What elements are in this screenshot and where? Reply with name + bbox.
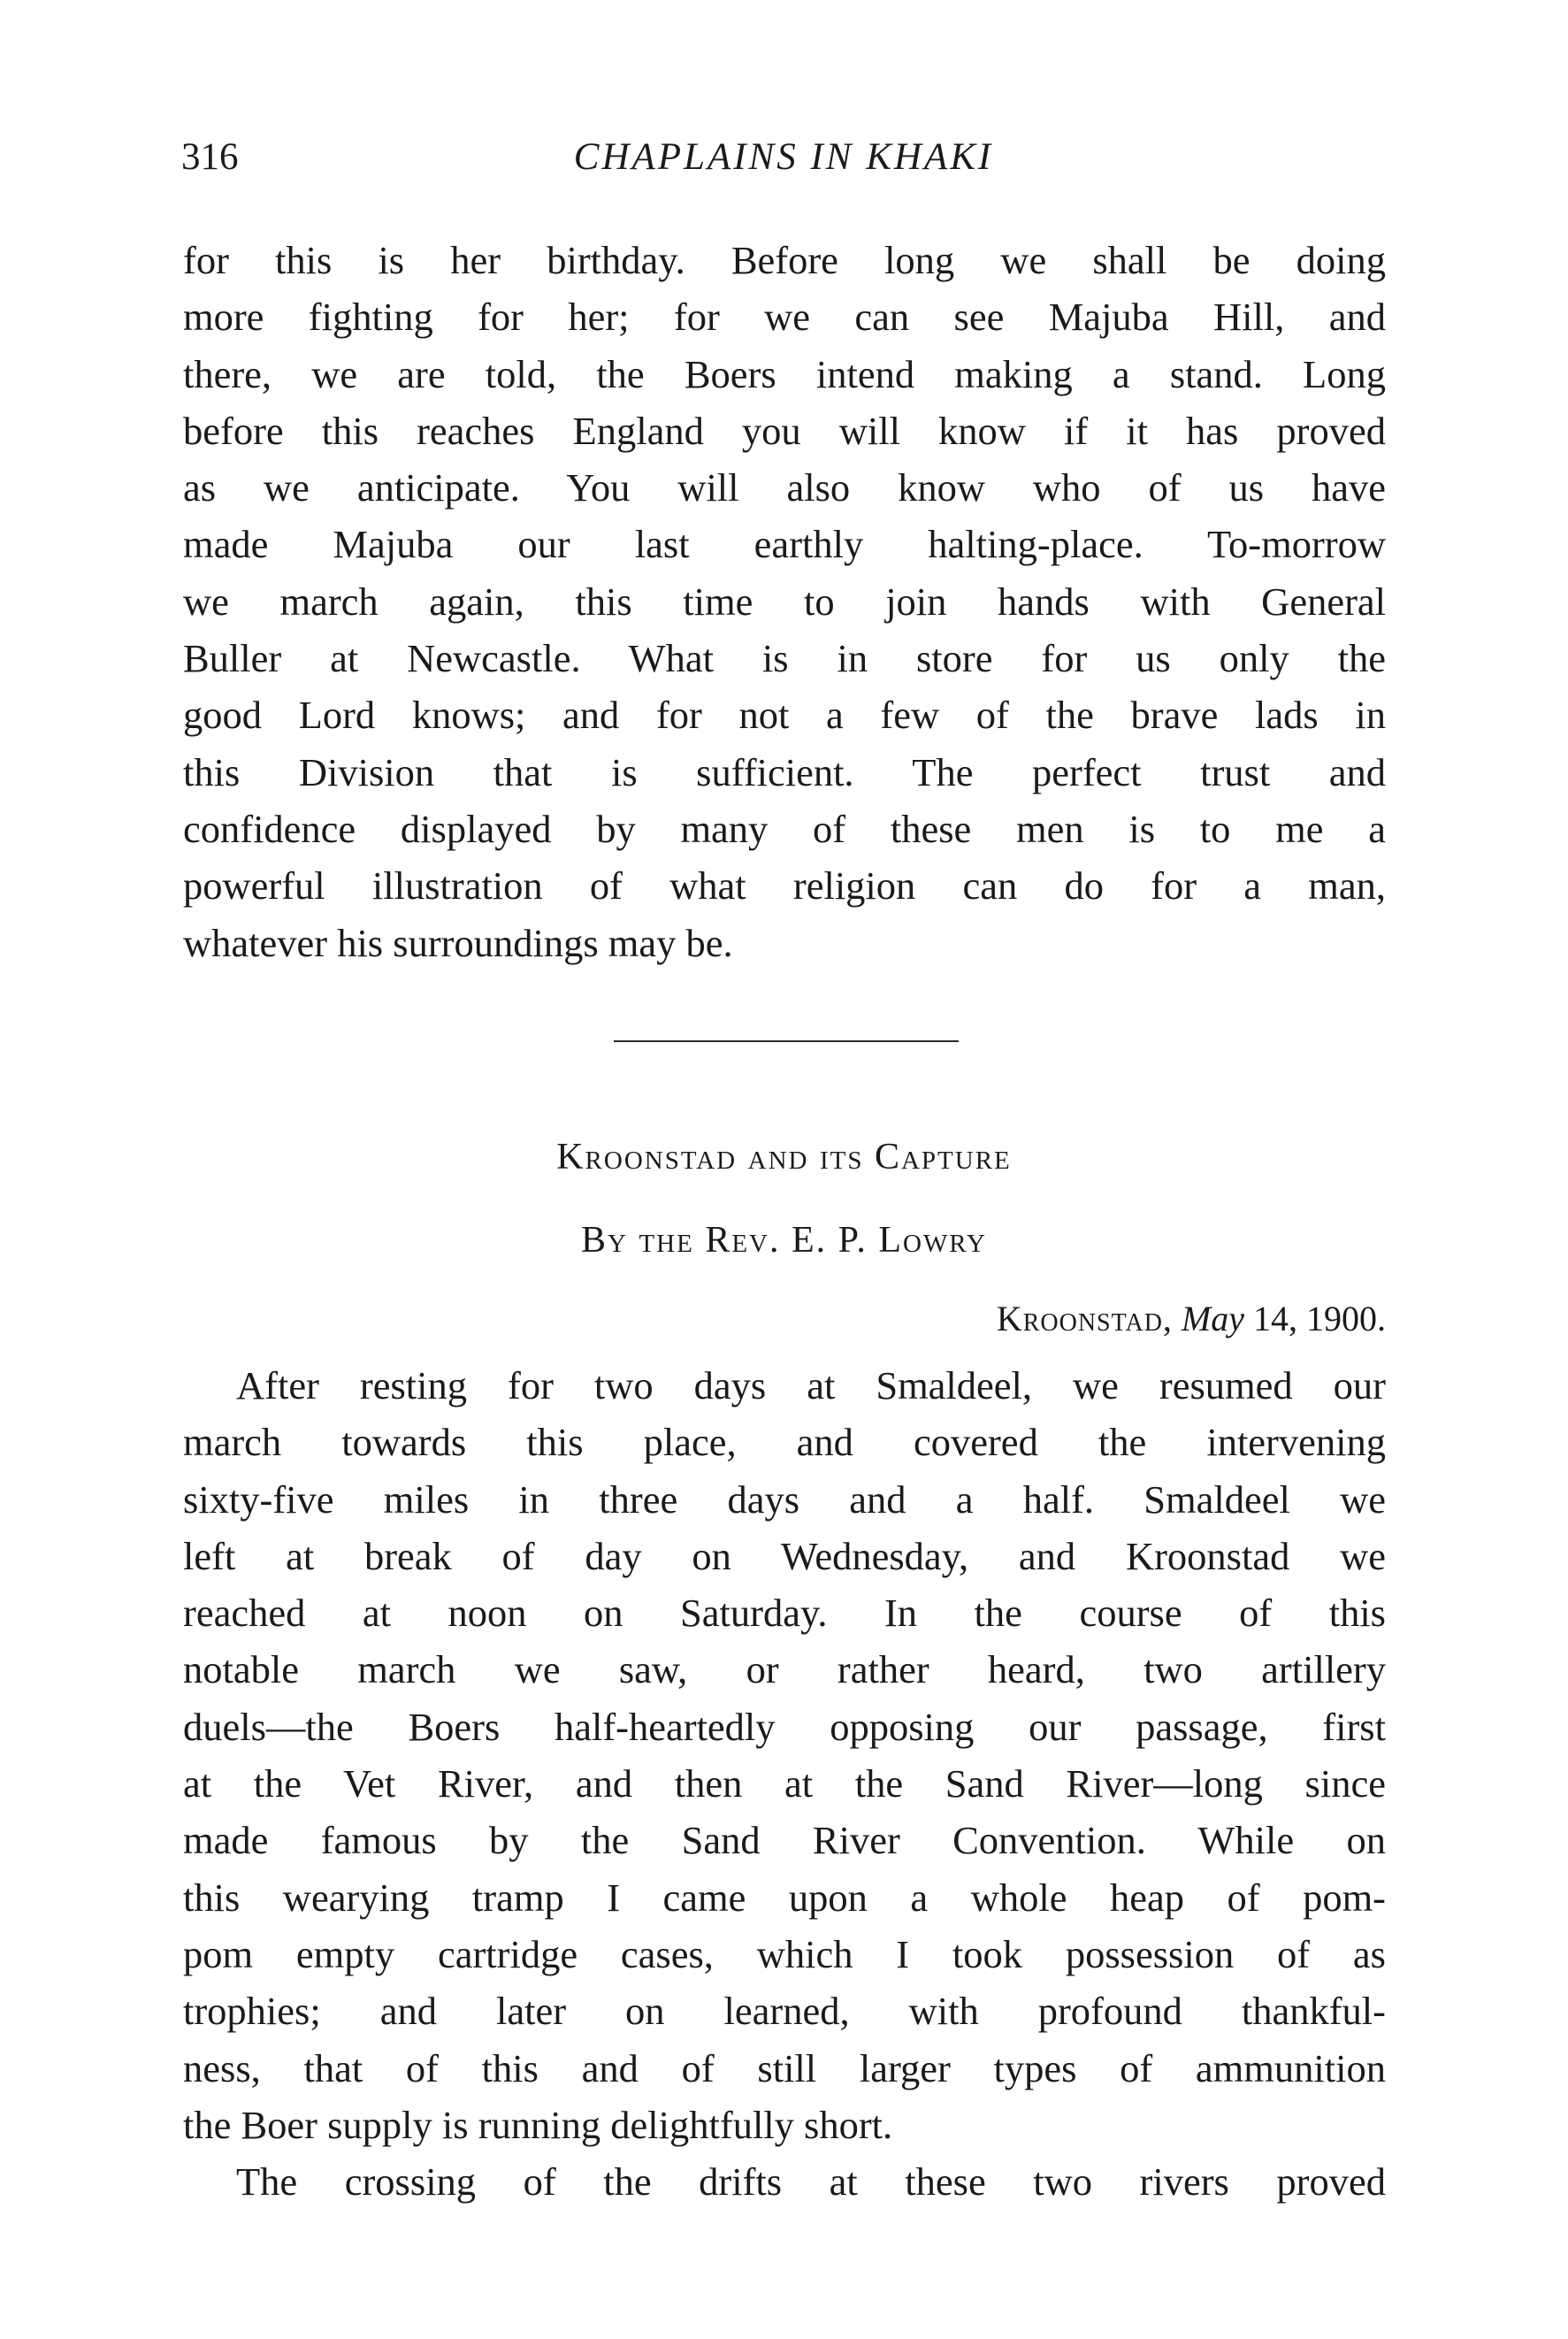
text-line: The crossing of the drifts at these two rivers proved bbox=[236, 2159, 1386, 2205]
text-line: pom empty cartridge cases, which I took possession of as bbox=[183, 1931, 1386, 1976]
text-line: the Boer supply is running delightfully short. bbox=[183, 2102, 893, 2147]
body-paragraphs bbox=[183, 1357, 1386, 2210]
running-title: CHAPLAINS IN KHAKI bbox=[573, 136, 994, 178]
page-number: 316 bbox=[181, 136, 239, 178]
text-line: left at break of day on Wednesday, and Kroonstad we bbox=[183, 1533, 1386, 1578]
running-head bbox=[181, 131, 1386, 184]
text-line: Buller at Newcastle. What is in store for us only the bbox=[183, 636, 1386, 681]
dateline bbox=[997, 1292, 1386, 1346]
text-line: notable march we saw, or rather heard, two artillery bbox=[183, 1647, 1386, 1692]
text-line: before this reaches England you will know if it has proved bbox=[183, 408, 1386, 453]
text-line: duels—the Boers half-heartedly opposing our passage, first bbox=[183, 1704, 1386, 1749]
text-line: for this is her birthday. Before long we shall be doing bbox=[183, 238, 1386, 282]
section-divider bbox=[614, 1040, 959, 1042]
text-line: After resting for two days at Smaldeel, we resumed our bbox=[236, 1363, 1386, 1407]
text-line: made famous by the Sand River Convention. While on bbox=[183, 1818, 1386, 1863]
section-title: Kroonstad and its Capture bbox=[556, 1137, 1012, 1177]
text-line: this wearying tramp I came upon a whole heap of pom- bbox=[183, 1875, 1386, 1920]
text-line: this Division that is sufficient. The perfect trust and bbox=[183, 749, 1386, 794]
dateline-place: Kroonstad, bbox=[996, 1299, 1173, 1338]
text-line: confidence displayed by many of these men is to me a bbox=[183, 806, 1386, 851]
text-line: reached at noon on Saturday. In the course of this bbox=[183, 1591, 1386, 1636]
text-line: trophies; and later on learned, with profound thankful- bbox=[183, 1989, 1386, 2034]
text-line: there, we are told, the Boers intend making a stand. Long bbox=[183, 351, 1386, 396]
text-line: whatever his surroundings may be. bbox=[183, 920, 733, 965]
dateline-date: 14, 1900. bbox=[1253, 1299, 1386, 1338]
text-line: sixty-five miles in three days and a half. Smaldeel we bbox=[183, 1476, 1386, 1522]
text-line: good Lord knows; and for not a few of the brave lads in bbox=[183, 693, 1386, 738]
text-line: march towards this place, and covered the intervening bbox=[183, 1420, 1386, 1465]
text-line: ness, that of this and of still larger types of ammunition bbox=[183, 2045, 1386, 2090]
section-byline: By the Rev. E. P. Lowry bbox=[580, 1220, 987, 1261]
text-line: made Majuba our last earthly halting-place. To-morrow bbox=[183, 522, 1386, 567]
continued-paragraph bbox=[183, 232, 1386, 971]
text-line: we march again, this time to join hands with General bbox=[183, 579, 1386, 624]
dateline-month: May bbox=[1181, 1299, 1244, 1338]
text-line: powerful illustration of what religion can do for a man, bbox=[183, 863, 1386, 909]
text-line: as we anticipate. You will also know who of us have bbox=[183, 465, 1386, 510]
text-line: more fighting for her; for we can see Majuba Hill, and bbox=[183, 295, 1386, 340]
text-line: at the Vet River, and then at the Sand River—long since bbox=[183, 1761, 1386, 1806]
